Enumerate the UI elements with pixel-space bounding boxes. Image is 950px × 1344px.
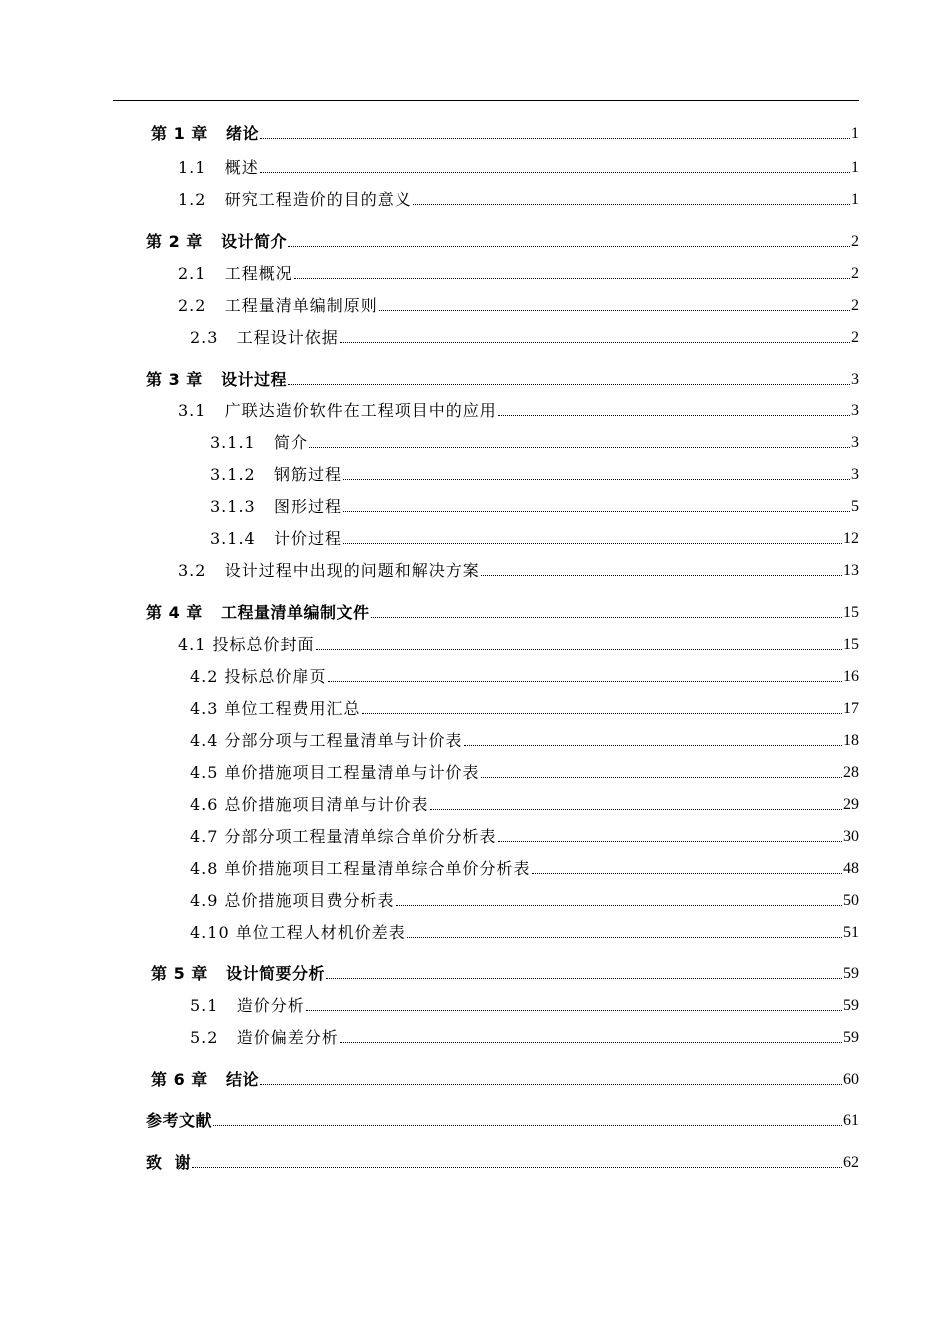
toc-entry-4-7[interactable] [190,823,859,847]
toc-leader-dots [430,809,842,810]
toc-entry-1-1[interactable] [178,154,859,178]
toc-entry-4-5[interactable] [190,759,859,783]
toc-entry-4-6[interactable] [190,791,859,815]
toc-entry-chapter-6[interactable] [151,1066,859,1090]
toc-entry-page: 48 [843,860,859,877]
toc-entry-page: 1 [851,159,859,176]
toc-entry-acknowledgements[interactable] [146,1149,859,1173]
toc-entry-label: 4.8 单价措施项目工程量清单综合单价分析表 [190,859,531,878]
toc-entry-label: 4.6 总价措施项目清单与计价表 [190,795,429,814]
toc-entry-3-1-3[interactable] [210,493,859,517]
toc-entry-4-10[interactable] [190,919,859,943]
toc-entry-4-2[interactable] [190,663,859,687]
toc-leader-dots [343,543,842,544]
toc-entry-page: 61 [843,1112,859,1129]
toc-entry-4-9[interactable] [190,887,859,911]
toc-entry-2-3[interactable] [190,324,859,348]
toc-entry-label: 3.1.1 简介 [210,433,308,452]
toc-leader-dots [371,617,843,618]
toc-entry-page: 13 [843,562,859,579]
toc-entry-page: 3 [851,466,859,483]
toc-entry-chapter-5[interactable] [151,960,859,984]
toc-leader-dots [343,479,850,480]
toc-entry-4-1[interactable] [178,631,859,655]
toc-entry-label: 4.4 分部分项与工程量清单与计价表 [190,731,463,750]
toc-entry-label: 3.1.3 图形过程 [210,497,342,516]
toc-entry-page: 3 [851,402,859,419]
toc-entry-page: 18 [843,732,859,749]
toc-entry-3-2[interactable] [178,557,859,581]
toc-leader-dots [413,204,850,205]
toc-entry-page: 3 [851,434,859,451]
toc-entry-label: 1.2 研究工程造价的目的意义 [178,190,412,209]
toc-entry-3-1-1[interactable] [210,429,859,453]
toc-entry-4-4[interactable] [190,727,859,751]
toc-entry-page: 2 [851,265,859,282]
toc-entry-page: 1 [851,191,859,208]
toc-entry-page: 5 [851,498,859,515]
toc-entry-label: 4.10 单位工程人材机价差表 [190,923,406,942]
toc-leader-dots [532,873,842,874]
toc-entry-page: 2 [851,329,859,346]
toc-leader-dots [294,278,850,279]
toc-entry-4-3[interactable] [190,695,859,719]
toc-leader-dots [260,1084,842,1085]
toc-entry-label: 5.2 造价偏差分析 [190,1028,339,1047]
toc-entry-page: 2 [851,297,859,314]
toc-entry-references[interactable] [146,1107,859,1131]
toc-entry-page: 1 [851,125,859,142]
toc-leader-dots [288,384,850,385]
toc-leader-dots [340,1042,842,1043]
toc-entry-label: 4.9 总价措施项目费分析表 [190,891,395,910]
toc-leader-dots [343,511,850,512]
toc-leader-dots [396,905,842,906]
toc-entry-1-2[interactable] [178,186,859,210]
toc-entry-page: 2 [851,233,859,250]
toc-entry-label: 第 6 章 结论 [151,1070,259,1089]
toc-entry-label: 3.1.4 计价过程 [210,529,342,548]
toc-entry-page: 15 [843,604,859,621]
toc-entry-label: 参考文献 [146,1111,213,1130]
toc-entry-page: 29 [843,796,859,813]
toc-entry-label: 4.1 投标总价封面 [178,635,315,654]
toc-leader-dots [213,1125,842,1126]
toc-entry-page: 12 [843,530,859,547]
toc-entry-page: 17 [843,700,859,717]
toc-entry-3-1-2[interactable] [210,461,859,485]
toc-entry-label: 3.2 设计过程中出现的问题和解决方案 [178,561,480,580]
toc-leader-dots [379,310,850,311]
toc-entry-5-1[interactable] [190,992,859,1016]
toc-entry-label: 第 1 章 绪论 [151,124,259,143]
toc-leader-dots [362,713,842,714]
toc-entry-label: 2.3 工程设计依据 [190,328,339,347]
toc-entry-label: 第 3 章 设计过程 [146,370,287,389]
toc-entry-label: 致 谢 [146,1153,192,1172]
toc-entry-label: 第 2 章 设计简介 [146,232,287,251]
toc-entry-label: 1.1 概述 [178,158,259,177]
toc-leader-dots [340,342,850,343]
toc-leader-dots [407,937,842,938]
toc-leader-dots [498,415,850,416]
toc-entry-label: 第 5 章 设计简要分析 [151,964,325,983]
toc-leader-dots [260,138,850,139]
toc-entry-page: 59 [843,965,859,982]
toc-entry-5-2[interactable] [190,1024,859,1048]
toc-entry-2-2[interactable] [178,292,859,316]
toc-entry-label: 2.1 工程概况 [178,264,293,283]
toc-leader-dots [192,1167,842,1168]
toc-entry-page: 30 [843,828,859,845]
toc-entry-page: 62 [843,1154,859,1171]
toc-entry-page: 60 [843,1071,859,1088]
toc-entry-label: 4.7 分部分项工程量清单综合单价分析表 [190,827,497,846]
toc-entry-chapter-2[interactable] [146,228,859,252]
toc-leader-dots [464,745,842,746]
toc-entry-label: 4.3 单位工程费用汇总 [190,699,361,718]
toc-leader-dots [288,246,850,247]
toc-entry-label: 4.2 投标总价扉页 [190,667,327,686]
toc-entry-page: 3 [851,371,859,388]
toc-entry-label: 第 4 章 工程量清单编制文件 [146,603,370,622]
toc-entry-page: 28 [843,764,859,781]
toc-entry-page: 15 [843,636,859,653]
toc-entry-chapter-3[interactable] [146,366,859,390]
toc-entry-chapter-1[interactable] [151,120,859,144]
toc-entry-3-1[interactable] [178,397,859,421]
toc-entry-3-1-4[interactable] [210,525,859,549]
toc-entry-label: 3.1 广联达造价软件在工程项目中的应用 [178,401,497,420]
toc-entry-label: 3.1.2 钢筋过程 [210,465,342,484]
toc-entry-page: 16 [843,668,859,685]
toc-entry-chapter-4[interactable] [146,599,859,623]
toc-entry-page: 51 [843,924,859,941]
toc-leader-dots [328,681,842,682]
toc-entry-label: 4.5 单价措施项目工程量清单与计价表 [190,763,480,782]
toc-leader-dots [260,172,850,173]
toc-leader-dots [498,841,842,842]
toc-entry-page: 59 [843,1029,859,1046]
toc-leader-dots [481,575,842,576]
toc-leader-dots [326,978,842,979]
toc-entry-2-1[interactable] [178,260,859,284]
toc-entry-label: 5.1 造价分析 [190,996,305,1015]
toc-leader-dots [306,1010,842,1011]
toc-leader-dots [309,447,850,448]
toc-entry-4-8[interactable] [190,855,859,879]
toc-leader-dots [316,649,842,650]
toc-entry-page: 59 [843,997,859,1014]
toc-entry-page: 50 [843,892,859,909]
toc-entry-label: 2.2 工程量清单编制原则 [178,296,378,315]
toc-leader-dots [481,777,842,778]
